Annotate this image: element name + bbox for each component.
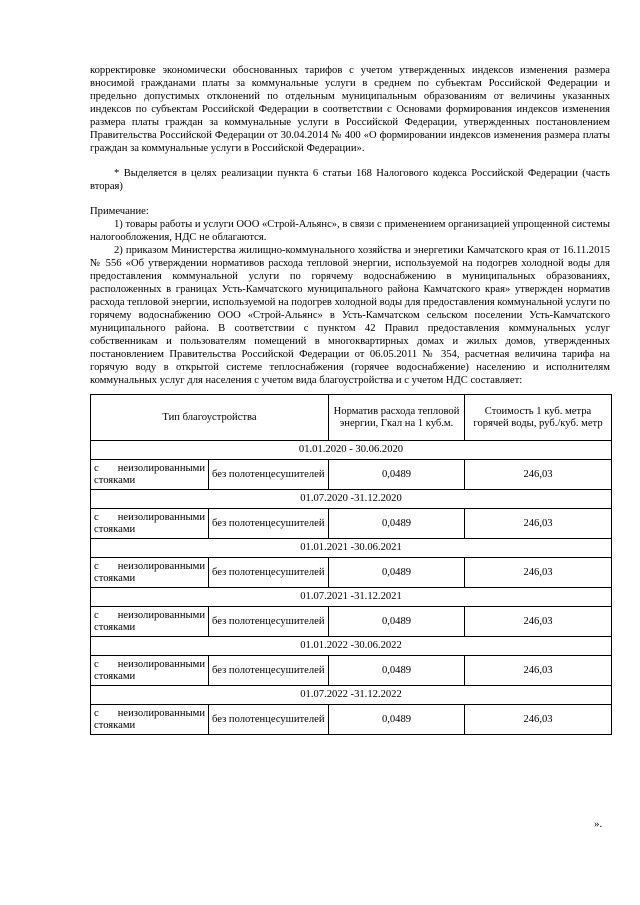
cell-norm: 0,0489 [329, 558, 465, 588]
cell-cost: 246,03 [465, 656, 612, 686]
cell-norm: 0,0489 [329, 460, 465, 490]
table-row [91, 656, 612, 686]
period-label: 01.01.2021 -30.06.2021 [91, 539, 612, 558]
table-row [91, 705, 612, 735]
period-label: 01.07.2022 -31.12.2022 [91, 686, 612, 705]
note-item-2: 2) приказом Министерства жилищно-коммунального хозяйства и энергетики Камчатского края от 16.11.2015 № 556 «Об утверждении нормативов расхода тепловой энергии, используемой на подогрев холодной воды для предоставления коммунальной услуги по горячему водоснабжению в муниципальных образованиях, расположенных в границах Усть-Камчатского муниципального района Камчатского края» утвержден норматив расхода тепловой энергии, используемой на подогрев холодной воды для предоставления коммунальной услуги по горячему водоснабжению ООО «Строй-Альянс» в Усть-Камчатском сельском поселении Усть-Камчатского муниципального района. В соответствии с пунктом 42 Правил предоставления коммунальных услуг собственникам и пользователям помещений в многоквартирных домах и жилых домов, утвержденных постановлением Правительства Российской Федерации от 06.05.2011 № 354, расчетная величина тарифа на горячую воду в открытой системе теплоснабжения (горячее водоснабжение) населению и исполнителям коммунальных услуг для населения с учетом вида благоустройства и с учетом НДС составляет: [90, 245, 610, 386]
cell-type-b: без полотенцесушителей [209, 607, 329, 637]
note-item-1: 1) товары работы и услуги ООО «Строй-Альянс», в связи с применением организацией упрощенной системы налогообложения, НДС не облагаются. [90, 219, 610, 243]
cell-cost: 246,03 [465, 460, 612, 490]
document-page [90, 64, 610, 735]
footnote: * Выделяется в целях реализации пункта 6 статьи 168 Налогового кодекса Российской Федерации (часть вторая) [90, 168, 610, 192]
cell-type-b: без полотенцесушителей [209, 558, 329, 588]
table-row [91, 607, 612, 637]
intro-paragraph: корректировке экономически обоснованных тарифов с учетом утвержденных индексов изменения размера вносимой гражданами платы за коммунальные услуги в среднем по субъектам Российской Федерации и предельно допустимых отклонений по отдельным муниципальным образованиям от величины указанных индексов по субъектам Российской Федерации в соответствии с Основами формирования индексов изменения размера платы граждан за коммунальные услуги в Российской Федерации, утвержденных постановлением Правительства Российской Федерации от 30.04.2014 № 400 «О формировании индексов изменения размера платы граждан за коммунальные услуги в Российской Федерации». [90, 65, 610, 154]
tariff-table [90, 394, 612, 735]
cell-type-a: с неизолированными стояками [91, 460, 209, 490]
cell-norm: 0,0489 [329, 607, 465, 637]
cell-type-a: с неизолированными стояками [91, 558, 209, 588]
cell-type-a: с неизолированными стояками [91, 607, 209, 637]
cell-cost: 246,03 [465, 705, 612, 735]
period-row [91, 686, 612, 705]
table-header-row [91, 395, 612, 441]
header-cost: Стоимость 1 куб. метра горячей воды, руб./куб. метр [465, 395, 612, 441]
period-row [91, 588, 612, 607]
cell-cost: 246,03 [465, 558, 612, 588]
cell-cost: 246,03 [465, 607, 612, 637]
cell-cost: 246,03 [465, 509, 612, 539]
cell-norm: 0,0489 [329, 509, 465, 539]
table-row [91, 460, 612, 490]
cell-type-b: без полотенцесушителей [209, 705, 329, 735]
cell-type-a: с неизолированными стояками [91, 656, 209, 686]
header-type: Тип благоустройства [91, 395, 329, 441]
period-row [91, 441, 612, 460]
cell-norm: 0,0489 [329, 656, 465, 686]
cell-type-a: с неизолированными стояками [91, 509, 209, 539]
header-norm: Норматив расхода тепловой энергии, Гкал на 1 куб.м. [329, 395, 465, 441]
cell-type-b: без полотенцесушителей [209, 460, 329, 490]
cell-norm: 0,0489 [329, 705, 465, 735]
period-row [91, 637, 612, 656]
cell-type-b: без полотенцесушителей [209, 656, 329, 686]
note-heading: Примечание: [90, 206, 149, 217]
period-row [91, 539, 612, 558]
period-label: 01.01.2020 - 30.06.2020 [91, 441, 612, 460]
period-label: 01.01.2022 -30.06.2022 [91, 637, 612, 656]
cell-type-a: с неизолированными стояками [91, 705, 209, 735]
cell-type-b: без полотенцесушителей [209, 509, 329, 539]
table-row [91, 558, 612, 588]
period-label: 01.07.2021 -31.12.2021 [91, 588, 612, 607]
table-row [91, 509, 612, 539]
period-row [91, 490, 612, 509]
period-label: 01.07.2020 -31.12.2020 [91, 490, 612, 509]
closing-mark: ». [594, 818, 603, 830]
